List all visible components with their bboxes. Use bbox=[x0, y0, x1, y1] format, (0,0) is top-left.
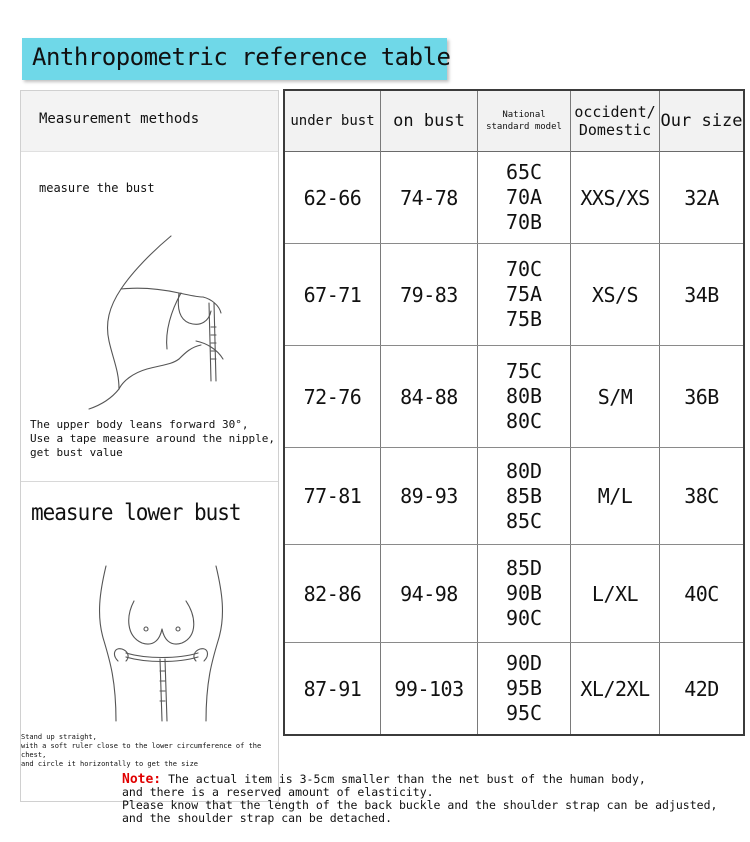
national-model-cell bbox=[478, 643, 570, 734]
on-bust-cell: 74-78 bbox=[400, 185, 458, 210]
header-on-bust: on bust bbox=[393, 111, 465, 131]
our-size-cell: 38C bbox=[684, 484, 719, 508]
lower-desc-line: with a soft ruler close to the lower circumference of the chest, bbox=[21, 742, 262, 759]
bust-desc-line: The upper body leans forward 30°, bbox=[30, 418, 249, 431]
model-value: 70C bbox=[505, 257, 543, 281]
model-value: 80D bbox=[505, 458, 543, 483]
national-model-cell bbox=[478, 346, 570, 447]
model-value: 75C bbox=[505, 359, 543, 383]
intl-size-cell: S/M bbox=[597, 384, 633, 409]
header-national-model bbox=[478, 91, 570, 151]
intl-size-cell: L/XL bbox=[591, 581, 639, 606]
lower-bust-measure-illustration bbox=[86, 561, 236, 726]
model-value: 90D bbox=[505, 651, 543, 675]
under-bust-cell: 87-91 bbox=[303, 676, 362, 701]
header-occident-domestic bbox=[571, 91, 659, 151]
section-divider bbox=[21, 481, 278, 482]
model-value: 90B bbox=[505, 581, 543, 605]
under-bust-cell: 72-76 bbox=[303, 384, 362, 409]
our-size-cell: 34B bbox=[684, 282, 719, 307]
model-value: 70B bbox=[505, 210, 543, 234]
model-value: 85D bbox=[505, 556, 543, 580]
header-occident-line: Domestic bbox=[578, 121, 652, 139]
under-bust-cell: 67-71 bbox=[303, 282, 362, 307]
measurement-panel bbox=[20, 90, 279, 802]
model-value: 95C bbox=[505, 701, 543, 725]
on-bust-cell: 84-88 bbox=[400, 384, 458, 409]
measure-lower-bust-description bbox=[21, 733, 281, 769]
under-bust-cell: 82-86 bbox=[303, 581, 362, 606]
model-value: 75B bbox=[505, 307, 543, 331]
measure-bust-title: measure the bust bbox=[39, 181, 155, 195]
measurement-panel-header bbox=[21, 91, 278, 152]
under-bust-cell: 77-81 bbox=[303, 484, 362, 508]
note-line: and there is a reserved amount of elasticity. bbox=[122, 785, 434, 799]
note-line: Please know that the length of the back buckle and the shoulder strap can be adjusted, bbox=[122, 798, 718, 812]
header-occident-line: occident/ bbox=[574, 103, 656, 121]
on-bust-cell: 99-103 bbox=[394, 676, 464, 701]
under-bust-cell: 62-66 bbox=[303, 185, 362, 210]
model-value: 95B bbox=[505, 676, 543, 700]
on-bust-cell: 89-93 bbox=[400, 484, 458, 508]
our-size-cell: 32A bbox=[684, 185, 719, 210]
model-value: 75A bbox=[505, 282, 543, 306]
lower-desc-line: and circle it horizontally to get the size bbox=[21, 760, 199, 768]
intl-size-cell: XS/S bbox=[591, 282, 639, 307]
model-value: 80B bbox=[505, 384, 543, 408]
measure-bust-description bbox=[30, 418, 278, 460]
measure-lower-bust-title: measure lower bust bbox=[31, 499, 241, 526]
note-line: and the shoulder strap can be detached. bbox=[122, 811, 393, 825]
model-value: 65C bbox=[505, 160, 543, 184]
note-block bbox=[122, 773, 717, 825]
intl-size-cell: XXS/XS bbox=[580, 185, 650, 210]
national-model-cell bbox=[478, 244, 570, 345]
header-our-size: Our size bbox=[660, 111, 743, 131]
our-size-cell: 36B bbox=[684, 384, 719, 409]
note-text: The actual item is 3-5cm smaller than the net bust of the human body, bbox=[168, 772, 646, 786]
lower-desc-line: Stand up straight, bbox=[21, 733, 97, 741]
page-title: Anthropometric reference table bbox=[32, 43, 451, 71]
national-model-cell bbox=[478, 152, 570, 243]
header-national-line: standard model bbox=[486, 122, 562, 132]
measurement-methods-label: Measurement methods bbox=[39, 111, 200, 127]
header-under-bust: under bust bbox=[290, 113, 375, 129]
title-banner bbox=[22, 38, 451, 80]
model-value: 80C bbox=[505, 409, 543, 433]
intl-size-cell: M/L bbox=[597, 484, 633, 508]
bust-desc-line: Use a tape measure around the nipple, bbox=[30, 432, 276, 445]
model-value: 85B bbox=[505, 483, 543, 508]
on-bust-cell: 79-83 bbox=[400, 282, 458, 307]
our-size-cell: 42D bbox=[684, 676, 719, 701]
national-model-cell bbox=[478, 545, 570, 642]
model-value: 90C bbox=[505, 606, 543, 630]
our-size-cell: 40C bbox=[684, 581, 719, 606]
size-table bbox=[283, 89, 745, 736]
national-model-cell bbox=[478, 448, 570, 544]
model-value: 85C bbox=[505, 508, 543, 533]
intl-size-cell: XL/2XL bbox=[580, 676, 650, 701]
on-bust-cell: 94-98 bbox=[400, 581, 458, 606]
model-value: 70A bbox=[505, 185, 543, 209]
note-label: Note: bbox=[122, 772, 162, 787]
bust-measure-illustration bbox=[61, 231, 251, 411]
header-national-line: National bbox=[502, 110, 546, 120]
bust-desc-line: get bust value bbox=[30, 446, 123, 459]
